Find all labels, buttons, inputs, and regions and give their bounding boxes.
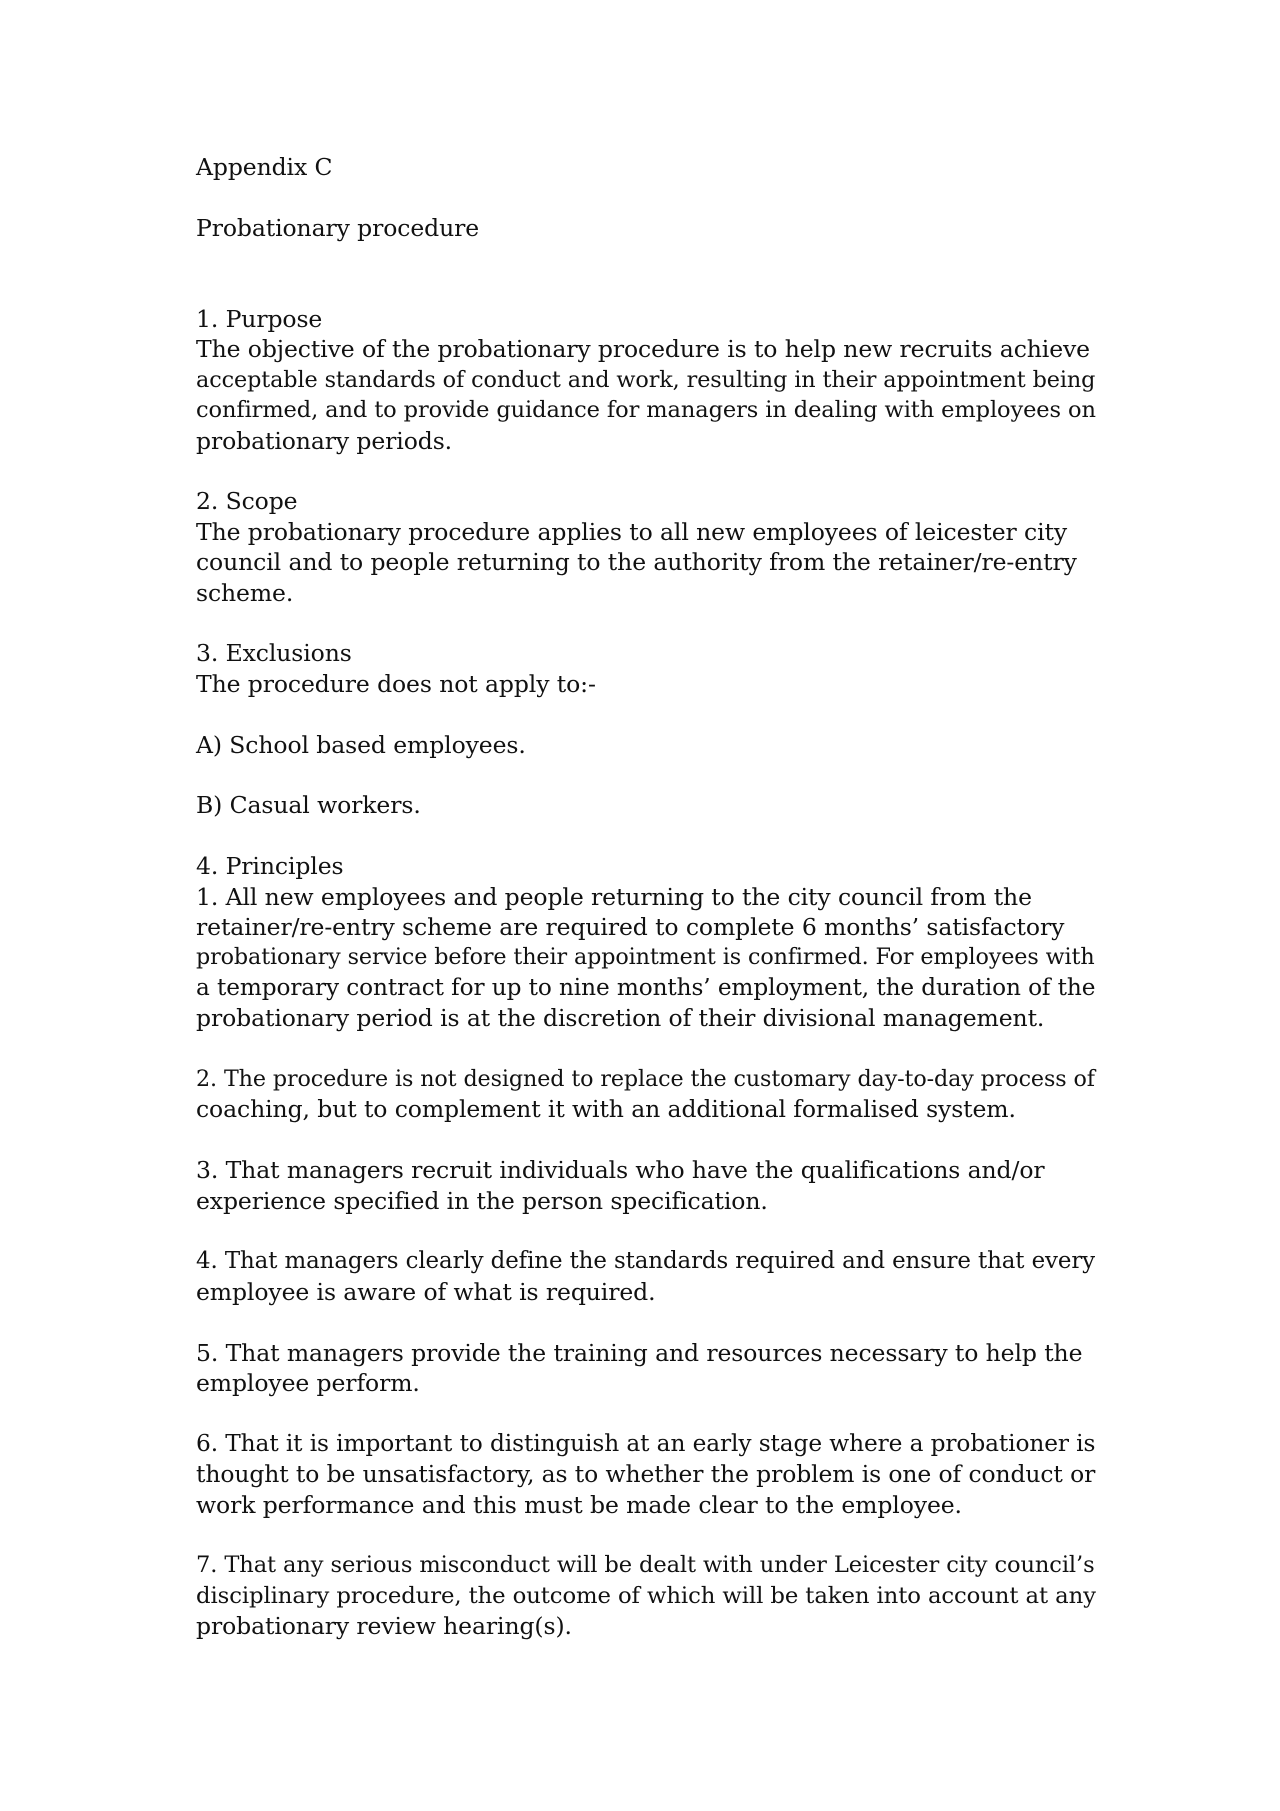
spacer bbox=[196, 243, 1096, 304]
paragraph-line: The probationary procedure applies to all new employees of leicester city bbox=[196, 517, 1068, 546]
paragraph-line: probationary periods. bbox=[196, 426, 453, 455]
spacer bbox=[196, 699, 1096, 729]
section-heading: 2. Scope bbox=[196, 487, 298, 516]
paragraph-line: employee is aware of what is required. bbox=[196, 1277, 656, 1306]
spacer bbox=[196, 1520, 1096, 1550]
paragraph-line: scheme. bbox=[196, 578, 294, 607]
exclusion-item: B) Casual workers. bbox=[196, 791, 421, 820]
section-heading: 4. Principles bbox=[196, 852, 344, 881]
principle-item bbox=[196, 1550, 1096, 1641]
paragraph-line: coaching, but to complement it with an additional formalised system. bbox=[196, 1095, 1016, 1124]
principle-item bbox=[196, 882, 1096, 1034]
paragraph-line: 5. That managers provide the training and resources necessary to help the bbox=[196, 1338, 1083, 1367]
section-heading: 3. Exclusions bbox=[196, 639, 352, 668]
principle-item bbox=[196, 1338, 1096, 1399]
spacer bbox=[196, 1034, 1096, 1064]
paragraph-line: 2. The procedure is not designed to replace the customary day-to-day process of bbox=[196, 1066, 1095, 1093]
paragraph-line: disciplinary procedure, the outcome of which will be taken into account at any bbox=[196, 1582, 1096, 1609]
spacer bbox=[196, 1307, 1096, 1337]
spacer bbox=[196, 182, 1096, 212]
principle-item bbox=[196, 1064, 1096, 1125]
spacer bbox=[196, 1398, 1096, 1428]
spacer bbox=[196, 821, 1096, 851]
paragraph-line: 1. All new employees and people returning to the city council from the bbox=[196, 882, 1032, 911]
paragraph-line: 3. That managers recruit individuals who have the qualifications and/or bbox=[196, 1156, 1045, 1185]
paragraph-line: council and to people returning to the authority from the retainer/re-entry bbox=[196, 548, 1077, 577]
section-heading: 1. Purpose bbox=[196, 305, 323, 333]
spacer bbox=[196, 608, 1096, 638]
paragraph-line: work performance and this must be made clear to the employee. bbox=[196, 1490, 962, 1519]
paragraph-line: retainer/re-entry scheme are required to complete 6 months’ satisfactory bbox=[196, 913, 1065, 942]
paragraph-line: employee perform. bbox=[196, 1369, 420, 1398]
paragraph-line: probationary review hearing(s). bbox=[196, 1612, 572, 1641]
section-exclusions bbox=[196, 638, 1096, 820]
principle-item bbox=[196, 1246, 1096, 1307]
paragraph-line: probationary period is at the discretion of their divisional management. bbox=[196, 1004, 1045, 1033]
paragraph-line: confirmed, and to provide guidance for managers in dealing with employees on bbox=[196, 397, 1096, 424]
paragraph-line: acceptable standards of conduct and work, resulting in their appointment being bbox=[196, 366, 1096, 393]
spacer bbox=[196, 1216, 1096, 1246]
section-principles bbox=[196, 851, 1096, 1641]
paragraph-line: thought to be unsatisfactory, as to whether the problem is one of conduct or bbox=[196, 1460, 1096, 1489]
appendix-label: Appendix C bbox=[196, 153, 333, 181]
paragraph-line: 4. That managers clearly define the standards required and ensure that every bbox=[196, 1248, 1096, 1275]
section-scope bbox=[196, 486, 1096, 608]
spacer bbox=[196, 1125, 1096, 1155]
section-purpose bbox=[196, 304, 1096, 456]
principle-item bbox=[196, 1155, 1096, 1216]
paragraph-line: 6. That it is important to distinguish at an early stage where a probationer is bbox=[196, 1429, 1096, 1457]
paragraph-line: The objective of the probationary procedure is to help new recruits achieve bbox=[196, 335, 1090, 364]
exclusion-item: A) School based employees. bbox=[196, 730, 526, 759]
paragraph-line: experience specified in the person specification. bbox=[196, 1186, 768, 1215]
document-title: Probationary procedure bbox=[196, 213, 480, 242]
paragraph-line: 7. That any serious misconduct will be dealt with under Leicester city council’s bbox=[196, 1552, 1095, 1579]
document-page bbox=[196, 152, 1096, 1642]
paragraph-line: a temporary contract for up to nine months’ employment, the duration of the bbox=[196, 973, 1096, 1001]
spacer bbox=[196, 456, 1096, 486]
spacer bbox=[196, 760, 1096, 790]
paragraph-line: The procedure does not apply to:- bbox=[196, 669, 596, 698]
principle-item bbox=[196, 1429, 1096, 1520]
paragraph-line: probationary service before their appointment is confirmed. For employees with bbox=[196, 944, 1095, 971]
